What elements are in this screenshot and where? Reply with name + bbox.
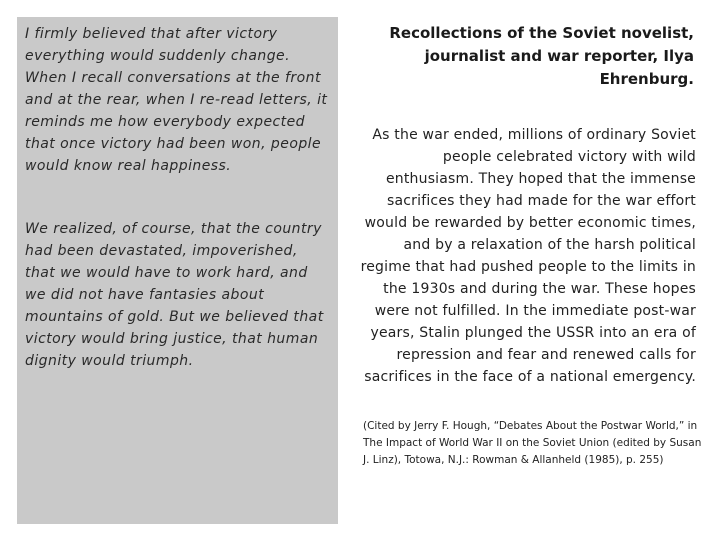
context-paragraph: As the war ended, millions of ordinary Soviet people celebrated victory with wild enthusiasm. They hoped that the immense sacrifices they had made for the war effort would be rewarded by better economic times, and by a relaxation of the harsh political regime that had pushed people to the limits in the 1930s and during the war. These hopes were not fulfilled. In the immediate post-war years, Stalin plunged the USSR into an era of repression and fear and renewed calls for sacrifices in the face of a national emergency.	[360, 127, 696, 385]
source-citation: (Cited by Jerry F. Hough, “Debates About the Postwar World,” in The Impact of World War II on the Soviet Union (edited by Susan J. Linz), Totowa, N.J.: Rowman & Allanheld (1985), p. 255)	[363, 420, 702, 466]
page-title: Recollections of the Soviet novelist, journalist and war reporter, Ilya Ehrenburg.	[389, 24, 694, 88]
quote-paragraph-2: We realized, of course, that the country had been devastated, impoverished, that we would have to work hard, and we did not have fantasies about mountains of gold. But we believed that victory would bring justice, that human dignity would triumph.	[25, 221, 324, 369]
quote-paragraph-1: I firmly believed that after victory everything would suddenly change. When I recall conversations at the front and at the rear, when I re-read letters, it reminds me how everybody expected that once victory had been won, people would know real happiness.	[25, 26, 328, 174]
quote-panel	[17, 17, 338, 524]
context-column	[358, 22, 702, 469]
